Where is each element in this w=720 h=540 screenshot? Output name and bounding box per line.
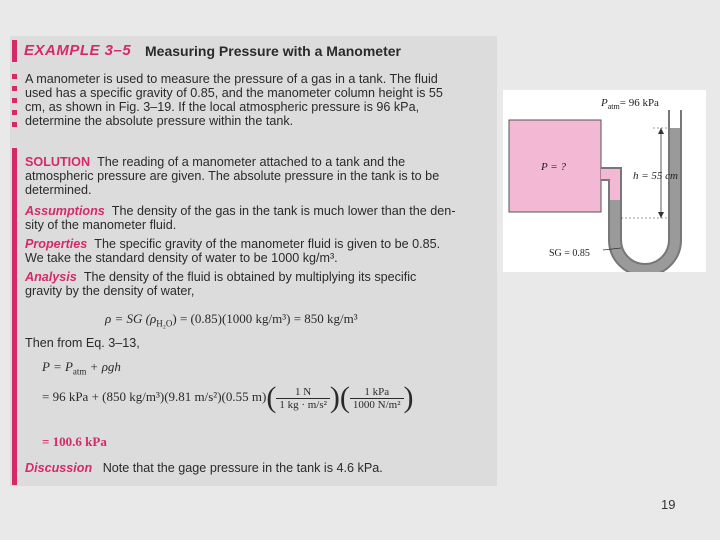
density-eq-lhs: ρ = SG (ρ [105,311,157,326]
pressure-eq-sub: atm [72,366,87,377]
analysis-line: gravity by the density of water, [25,284,195,298]
problem-marker [12,98,17,103]
density-eq-rhs: ) = (0.85)(1000 kg/m³) = 850 kg/m³ [172,311,358,326]
then-from-text: Then from Eq. 3–13, [25,336,140,350]
pressure-step-prefix: = 96 kPa + (850 kg/m³)(9.81 m/s²)(0.55 m) [42,388,267,404]
problem-marker [12,74,17,79]
solution-label: SOLUTION [25,155,91,169]
density-equation [105,311,358,329]
height-label: h = 55 cm [633,170,678,182]
problem-marker [12,86,17,91]
tank-pressure-label: P = ? [541,161,566,173]
analysis-line [25,271,416,284]
assumptions-label: Assumptions [25,204,105,218]
manometer-diagram [503,90,706,272]
manometer-fluid [615,128,675,270]
discussion-label: Discussion [25,461,93,475]
frac1-num: 1 N [276,386,330,399]
problem-line: used has a specific gravity of 0.85, and the manometer column height is 55 [25,86,443,100]
example-title: Measuring Pressure with a Manometer [145,43,401,59]
discussion-text: Note that the gage pressure in the tank is 4.6 kPa. [102,461,383,475]
result-value: = 100.6 kPa [42,434,107,449]
solution-marker [12,148,17,485]
unit-fraction-newton [276,386,330,411]
problem-marker [12,122,17,127]
page-number: 19 [661,497,676,512]
frac2-den: 1000 N/m² [352,398,401,411]
analysis-label: Analysis [25,270,77,284]
assumptions-line: sity of the manometer fluid. [25,218,177,232]
arrow-up [658,128,664,134]
properties-text: The specific gravity of the manometer fluid is given to be 0.85. [94,237,441,251]
problem-line: cm, as shown in Fig. 3–19. If the local atmospheric pressure is 96 kPa, [25,100,420,114]
properties-line: We take the standard density of water to be 1000 kg/m³. [25,251,338,265]
properties-line [25,238,440,251]
pressure-equation [42,359,121,377]
patm-label: $P_{atm}= 96$ kPa [601,97,659,111]
discussion-line [25,462,383,475]
assumptions-line [25,205,456,218]
problem-line: A manometer is used to measure the pressure of a gas in a tank. The fluid [25,72,438,86]
properties-label: Properties [25,237,88,251]
density-eq-sub: H₂O [156,318,173,329]
pressure-eq-lhs: P = P [42,359,73,374]
solution-line [25,156,405,169]
assumptions-text: The density of the gas in the tank is much lower than the den- [111,204,456,218]
problem-marker [12,110,17,115]
frac1-den: 1 kg · m/s² [279,398,327,411]
manometer-figure [503,90,706,272]
pressure-eq-rhs: + ρgh [89,359,121,374]
analysis-text: The density of the fluid is obtained by multiplying its specific [83,270,417,284]
arrow-down [658,212,664,218]
problem-line: determine the absolute pressure within the tank. [25,114,294,128]
sg-label: SG = 0.85 [549,248,590,259]
example-label: EXAMPLE 3–5 [24,42,132,59]
solution-text: The reading of a manometer attached to a tank and the [97,155,406,169]
frac2-num: 1 kPa [350,386,404,399]
header-marker [12,40,17,62]
pressure-step: = 96 kPa + (850 kg/m³)(9.81 m/s²)(0.55 m)( $\frac{1 N}{\text{1 kg · m/s²}}$ )( $\frac{\text{1 kPa}}{\text{1000 N/m²}}$ ) [42,381,414,414]
unit-fraction-kpa [350,386,404,411]
solution-line: atmospheric pressure are given. The absolute pressure in the tank is to be [25,169,440,183]
solution-line: determined. [25,183,92,197]
